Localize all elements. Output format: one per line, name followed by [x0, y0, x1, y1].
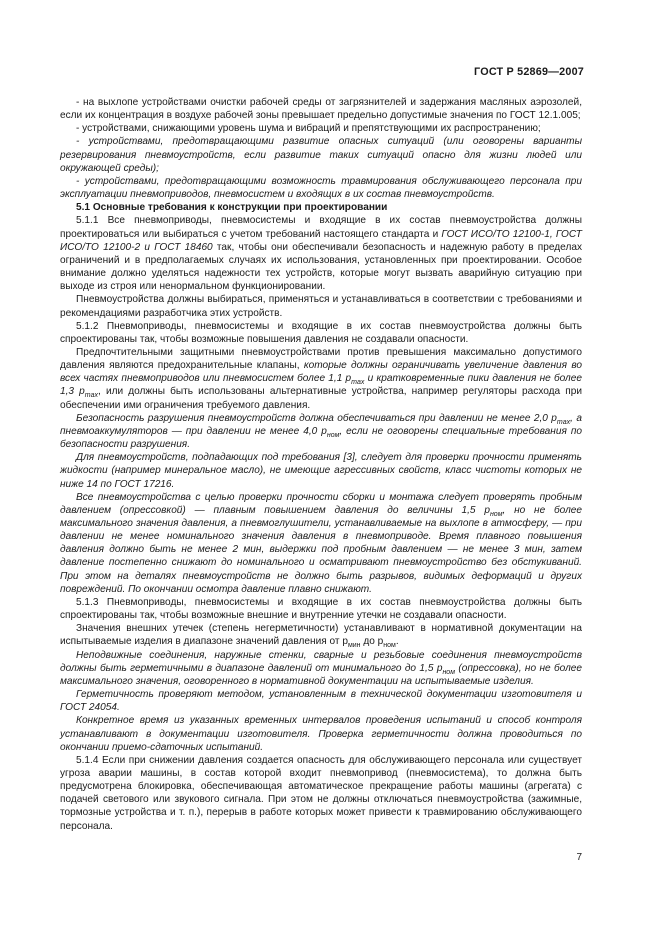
text-run: до p — [360, 636, 384, 648]
text-run: , а пневмоаккумуляторов — при давлении не менее 4,0 p — [60, 412, 582, 437]
text-run: Герметичность проверяют методом, установленным в технической документации изготовителя и ГОСТ 24054. — [60, 689, 582, 714]
text-run: Неподвижные соединения, наружные стенки, сварные и резьбовые соединения пневмоустройств должны быть герметичными в диапазоне давлений от минимального до 1,5 p — [60, 649, 582, 674]
paragraph — [60, 451, 582, 490]
page-number: 7 — [576, 852, 582, 863]
paragraph — [60, 96, 582, 122]
subscript: max — [84, 392, 99, 400]
paragraph — [60, 688, 582, 714]
text-run: 5.1.4 Если при снижении давления создается опасность для обслуживающего персонала или существует угроза аварии машины, в состав которой входит пневмопривод (пневмосистема), то должна быть предусмотрена блокировка, обеспечивающая автоматическое прекращение работы машины (агрегата) с подачей светового или звукового сигнала. При этом не должны отключаться пневмоустройства (зажимные, тормозные устройства и т. п.), перерыв в работе которых может привести к травмированию обслуживающего персонала. — [60, 754, 582, 832]
paragraph — [60, 491, 582, 596]
paragraph — [60, 714, 582, 753]
text-run: Безопасность разрушения пневмоустройств должна обеспечиваться при давлении не менее 2,0 p — [76, 412, 557, 424]
text-run: - на выхлопе устройствами очистки рабочей среды от загрязнителей и задержания масляных аэрозолей, если их концентрация в воздухе рабочей зоны превышает предельно допустимые значения по ГОСТ 12.1.005; — [60, 97, 582, 122]
text-run: Для пневмоустройств, подпадающих под требования [3], следует для проверки прочности применять жидкости (например минеральное масло), не имеющие агрессивных свойств, класс чистоты которых не ниже 14 по ГОСТ 17216. — [60, 452, 582, 490]
text-run: - устройствами, предотвращающими возможность травмирования обслуживающего персонала при эксплуатации пневмоприводов, пневмосистем и входящих в их состав пневмоустройств. — [60, 175, 582, 201]
section-heading — [60, 201, 582, 214]
text-run: . — [395, 636, 399, 648]
paragraph — [60, 622, 582, 648]
text-run: Предпочтительными защитными пневмоустройствами против превышения максимально допустимого давления являются предохранительные клапаны, — [60, 346, 582, 372]
paragraph — [60, 135, 582, 174]
paragraph — [60, 122, 582, 135]
text-run: так, чтобы они обеспечивали безопасность и надежную работу в пределах ограничений и в предполагаемых случаях их использования, установленных при проектировании. Особое внимание должно уделяться надежности тех устройств, которые могут вызвать аварийную ситуацию при выходе из строя или ненормальном функционировании. — [60, 241, 582, 293]
text-run: , если не оговорены специальные требования по безопасности разрушения. — [60, 425, 582, 451]
paragraph — [60, 649, 582, 688]
subscript: ном — [489, 510, 503, 518]
text-run: 5.1.1 Все пневмоприводы, пневмосистемы и входящие в их состав пневмоустройства должны проектироваться или выбираться с учетом требований настоящего стандарта и — [60, 215, 582, 240]
text-run: - устройствами, предотвращающими развитие опасных ситуаций (или оговорены варианты резервирования пневмоустройств, если развитие таких ситуаций опасно для жизни людей или окружающей среды); — [60, 136, 582, 174]
subscript: ном — [442, 668, 455, 676]
document-body — [60, 96, 582, 833]
text-run: 5.1 Основные требования к конструкции при проектировании — [76, 202, 388, 214]
text-run: Пневмоустройства должны выбираться, применяться и устанавливаться в соответствии с требованиями и рекомендациями разработчика этих устройств. — [60, 294, 582, 319]
paragraph — [60, 754, 582, 833]
standard-header: ГОСТ Р 52869—2007 — [474, 66, 584, 78]
subscript: ном — [383, 642, 396, 650]
paragraph — [60, 293, 582, 319]
text-run: 5.1.2 Пневмоприводы, пневмосистемы и входящие в их состав пневмоустройства должны быть спроектированы так, чтобы возможные повышения давления не создавали опасности. — [60, 320, 582, 345]
text-run: ГОСТ ИСО/ТО 12100-1, ГОСТ ИСО/ТО 12100-2 и ГОСТ 18460 — [60, 228, 582, 253]
text-run: 5.1.3 Пневмоприводы, пневмосистемы и входящие в их состав пневмоустройства должны быть спроектированы так, чтобы возможные внешние и внутренние утечки не создавали опасности. — [60, 596, 582, 622]
text-run: , но не более максимального значения давления, а пневмоглушители, устанавливаемые на выхлопе в атмосферу, — при давлении не менее номинального значения давления в пневмоприводе. Время плавного повышения давления должно быть не менее 2 мин, выдержки под пробным давлением — не менее 3 мин, затем давление постепенно снижают до номинального и осматривают пневмоустройство без обстукиваний. При этом на деталях пневмоустройств не должно быть разрывов, видимых деформаций и других повреждений. По окончании осмотра давление плавно снижают. — [60, 504, 582, 595]
text-run: - устройствами, снижающими уровень шума и вибраций и препятствующими их распространению; — [76, 123, 541, 135]
subscript: max — [351, 379, 365, 387]
paragraph — [60, 175, 582, 201]
text-run: (опрессовка), но не более максимального значения, оговоренного в нормативной документации на испытываемые изделия. — [60, 662, 582, 687]
text-run: Конкретное время из указанных временных интервалов проведения испытаний и способ контроля устанавливают в документации изготовителя. Проверка герметичности должна проводиться по окончании приемо-сдаточных испытаний. — [60, 715, 582, 753]
subscript: ном — [326, 431, 340, 439]
paragraph — [60, 320, 582, 346]
paragraph — [60, 412, 582, 451]
text-run: которые должны ограничивать увеличение давления во всех частях пневмоприводов или пневмосистем более 1,1 p — [60, 360, 582, 385]
paragraph — [60, 346, 582, 412]
subscript: мин — [347, 642, 361, 650]
text-run: и кратковременные пики давления не более 1,3 p — [60, 373, 582, 398]
paragraph — [60, 596, 582, 622]
paragraph — [60, 214, 582, 293]
text-run: Все пневмоустройства с целью проверки прочности сборки и монтажа следует проверять пробным давлением (опрессовкой) — плавным повышением давления до величины 1,5 p — [60, 491, 582, 516]
subscript: max — [556, 418, 571, 426]
text-run: , или должны быть использованы альтернативные устройства, например регуляторы расхода при обеспечении ими ограничения требуемого давления. — [60, 386, 583, 411]
text-run: Значения внешних утечек (степень негерметичности) устанавливают в нормативной документации на испытываемые изделия в диапазоне значений давления от p — [60, 623, 582, 648]
